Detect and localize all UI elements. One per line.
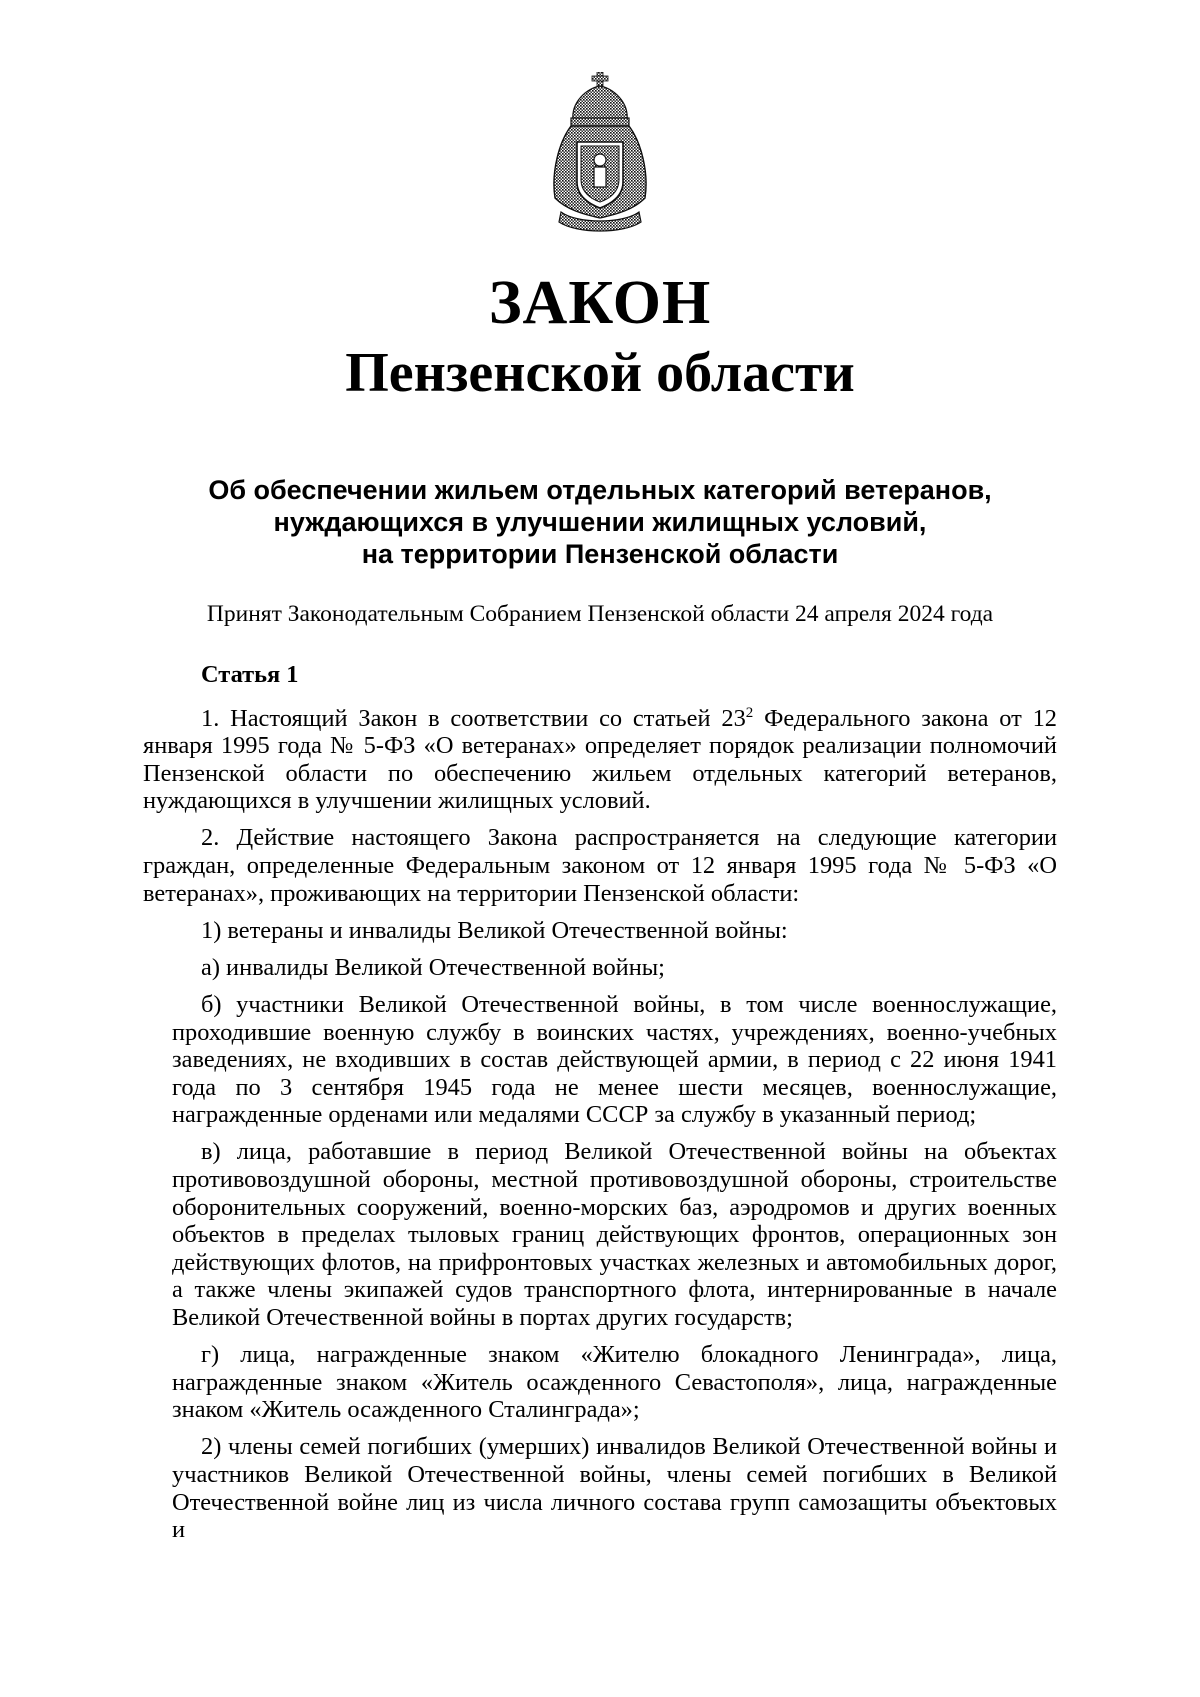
list-item: 2) члены семей погибших (умерших) инвалидов Великой Отечественной войны и участников Великой Отечественной войны, члены семей погибших в Великой Отечественной войне лиц из числа личного состава групп самозащиты объектовых и <box>172 1433 1057 1544</box>
adoption-statement: Принят Законодательным Собранием Пензенской области 24 апреля 2024 года <box>206 601 994 627</box>
list-item: а) инвалиды Великой Отечественной войны; <box>201 953 665 981</box>
coat-of-arms-icon <box>547 72 653 232</box>
document-region: Пензенской области <box>345 342 855 404</box>
article-heading: Статья 1 <box>201 661 299 688</box>
superscript: 2 <box>745 704 754 721</box>
paragraph-text: 1. Настоящий Закон в соответствии со статьей 23 <box>201 704 746 732</box>
list-item: б) участники Великой Отечественной войны, в том числе военнослужащие, проходившие военную службу в воинских частях, учреждениях, военно-учебных заведениях, не входивших в состав действующей армии, в период с 22 июня 1941 года по 3 сентября 1945 года не менее шести месяцев, военнослужащие, награжденные орденами или медалями СССР за службу в указанный период; <box>172 990 1057 1129</box>
list-item: 1) ветераны и инвалиды Великой Отечественной войны: <box>201 916 788 944</box>
paragraph-text: Федерального закона от 12 января 1995 года № 5-ФЗ «О ветеранах» определяет порядок реализации полномочий Пензенской области по обеспечению жильем отдельных категорий ветеранов, нуждающихся в улучшении жилищных условий. <box>143 704 1057 815</box>
law-subject <box>0 474 1200 570</box>
document-title: ЗАКОН <box>488 269 712 337</box>
law-subject-line: Об обеспечении жильем отдельных категорий ветеранов, <box>208 475 992 505</box>
paragraph <box>143 705 1057 815</box>
document-body <box>143 661 1057 1553</box>
list-item: г) лица, награжденные знаком «Жителю блокадного Ленинграда», лица, награжденные знаком «Житель осажденного Севастополя», лица, награжденные знаком «Житель осажденного Сталинграда»; <box>172 1341 1057 1424</box>
law-subject-line: на территории Пензенской области <box>361 539 839 569</box>
paragraph: 2. Действие настоящего Закона распространяется на следующие категории граждан, определенные Федеральным законом от 12 января 1995 года № 5-ФЗ «О ветеранах», проживающих на территории Пензенской области: <box>143 824 1057 907</box>
law-subject-line: нуждающихся в улучшении жилищных условий, <box>273 507 927 537</box>
list-item: в) лица, работавшие в период Великой Отечественной войны на объектах противовоздушной обороны, местной противовоздушной обороны, строительстве оборонительных сооружений, военно-морских баз, аэродромов и других военных объектов в пределах тыловых границ действующих фронтов, операционных зон действующих флотов, на прифронтовых участках железных и автомобильных дорог, а также члены экипажей судов транспортного флота, интернированные в начале Великой Отечественной войны в портах других государств; <box>172 1138 1057 1331</box>
